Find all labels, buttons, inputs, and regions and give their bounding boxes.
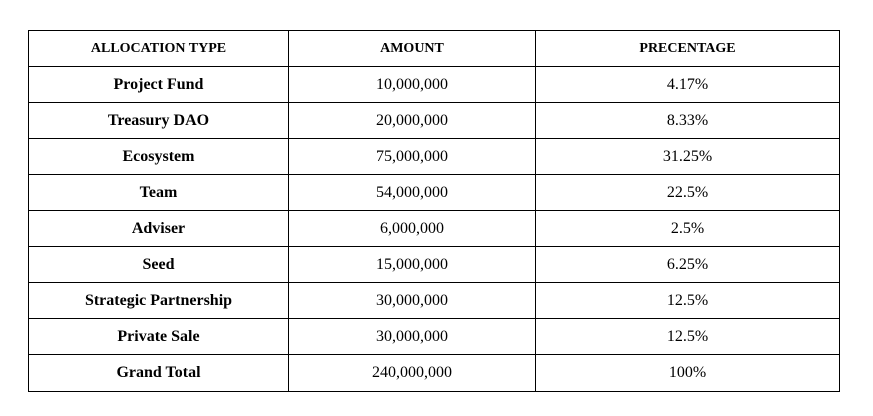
percentage-cell: 6.25% — [536, 247, 840, 283]
amount-cell: 15,000,000 — [289, 247, 536, 283]
header-allocation-type: ALLOCATION TYPE — [29, 31, 289, 67]
percentage-cell: 12.5% — [536, 283, 840, 319]
header-amount: AMOUNT — [289, 31, 536, 67]
table-row — [29, 67, 840, 103]
table-row — [29, 283, 840, 319]
grand-total-row — [29, 355, 840, 392]
percentage-cell: 4.17% — [536, 67, 840, 103]
percentage-cell: 12.5% — [536, 319, 840, 355]
grand-total-label: Grand Total — [29, 355, 289, 392]
allocation-table — [28, 30, 840, 392]
amount-cell: 20,000,000 — [289, 103, 536, 139]
table-row — [29, 139, 840, 175]
header-percentage: PRECENTAGE — [536, 31, 840, 67]
percentage-cell: 22.5% — [536, 175, 840, 211]
amount-cell: 6,000,000 — [289, 211, 536, 247]
table-header-row — [29, 31, 840, 67]
allocation-type-cell: Treasury DAO — [29, 103, 289, 139]
allocation-type-cell: Ecosystem — [29, 139, 289, 175]
allocation-type-cell: Team — [29, 175, 289, 211]
table-row — [29, 247, 840, 283]
table-row — [29, 175, 840, 211]
amount-cell: 10,000,000 — [289, 67, 536, 103]
amount-cell: 30,000,000 — [289, 283, 536, 319]
allocation-type-cell: Seed — [29, 247, 289, 283]
allocation-type-cell: Adviser — [29, 211, 289, 247]
amount-cell: 30,000,000 — [289, 319, 536, 355]
grand-total-percentage: 100% — [536, 355, 840, 392]
allocation-type-cell: Project Fund — [29, 67, 289, 103]
allocation-type-cell: Strategic Partnership — [29, 283, 289, 319]
grand-total-amount: 240,000,000 — [289, 355, 536, 392]
table-row — [29, 211, 840, 247]
amount-cell: 75,000,000 — [289, 139, 536, 175]
percentage-cell: 31.25% — [536, 139, 840, 175]
percentage-cell: 8.33% — [536, 103, 840, 139]
table-row — [29, 319, 840, 355]
amount-cell: 54,000,000 — [289, 175, 536, 211]
allocation-type-cell: Private Sale — [29, 319, 289, 355]
table-row — [29, 103, 840, 139]
percentage-cell: 2.5% — [536, 211, 840, 247]
